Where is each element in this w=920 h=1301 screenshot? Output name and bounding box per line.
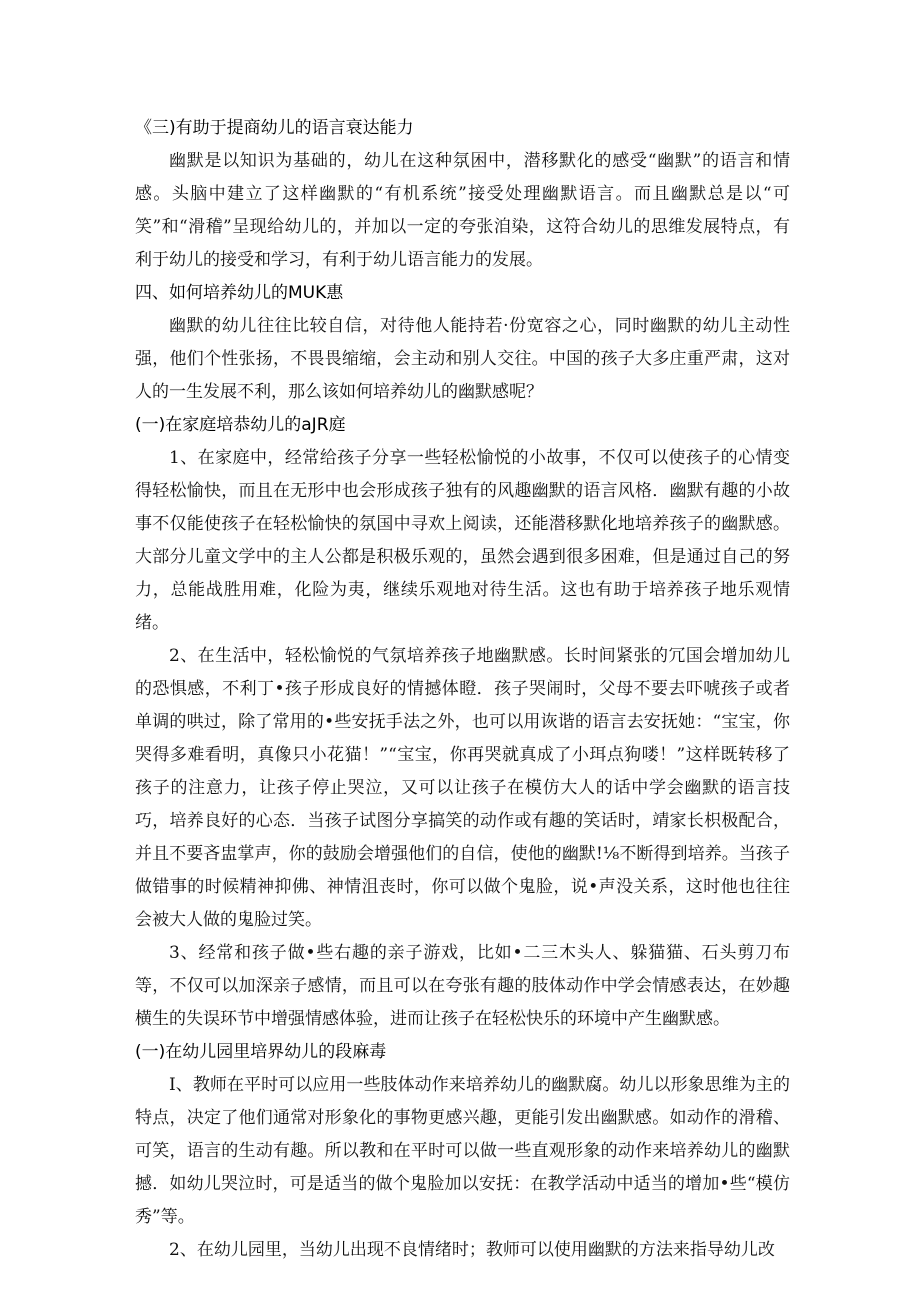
paragraph-confidence: 幽默的幼儿往往比较自信，对待他人能持若·份宽容之心，同时幽默的幼儿主动性强，他们个性张扬，不畏畏缩缩，会主动和别人交往。中国的孩子大多庄重严肃，这对人的一生发展不利，那么该如何培养幼儿的幽默感呢？ [135,316,790,402]
document-body [135,112,790,1267]
subsection-heading-kindergarten: (一)在幼儿园里培界幼儿的段麻毒 [135,1042,387,1062]
section-heading-3-language: 《三)有助于提商幼儿的语言衰达能力 [135,118,414,138]
paragraph-family-item-1: 1、在家庭中，经常给孩子分享一些轻松愉悦的小故事，不仅可以使孩子的心情变得轻松愉快，而且在无形中也会形成孩子独有的风趣幽默的语言风格．幽默有趣的小故事不仅能使孩子在轻松愉快的氛国中寻欢上阅读，还能潜移默化地培养孩子的幽默感。大部分儿童文学中的主人公都是积极乐观的，虽然会遇到很多困难，但是通过自己的努力，总能战胜用难，化险为夷，继续乐观地对待生活。这也有助于培养孩子地乐观情绪。 [135,448,790,633]
section-heading-4-how-to-cultivate: 四、如何培养幼儿的MUK惠 [135,283,344,303]
subsection-heading-family: (一)在家庭培恭幼儿的aJR庭 [135,415,346,435]
paragraph-kindergarten-item-1: I、教师在平时可以应用一些肢体动作来培养幼儿的幽默腐。幼儿以形象思维为主的特点，决定了他们通常对形象化的事物更感兴趣，更能引发出幽默感。如动作的滑稽、可笑，语言的生动有趣。所以教和在平时可以做一些直观形象的动作来培养幼儿的幽默撼．如幼儿哭泣时，可是适当的做个鬼脸加以安抚：在教学活动中适当的增加•些“模仿秀”等。 [135,1075,790,1227]
paragraph-kindergarten-item-2: 2、在幼儿园里，当幼儿出现不良情绪时；教师可以使用幽默的方法来指导幼儿改 [169,1240,775,1260]
paragraph-family-item-2: 2、在生活中，轻松愉悦的气氛培养孩子地幽默感。长时间紧张的冗国会增加幼儿的恐惧感，不利丁•孩子形成良好的情撼体瞪．孩子哭闹时，父母不要去吓唬孩子或者单调的哄过，除了常用的•些安抚手法之外，也可以用诙谐的语言去安抚她：“宝宝，你哭得多难看明，真像只小花猫！”“宝宝，你再哭就真成了小珥点狗喽！”这样既转移了孩子的注意力，让孩子停止哭泣，又可以让孩子在模仿大人的话中学会幽默的语言技巧，培养良好的心态．当孩子试图分享搞笑的动作或有趣的笑话时，靖家长枳极配合，并且不要吝盅掌声，你的鼓励会增强他们的自信，使他的幽默!⅛不断得到培养。当孩子做错事的时候精神抑佛、神情沮丧时，你可以做个鬼脸，说•声没关系，这时他也往往会被大人做的鬼脸过笑。 [135,646,790,930]
paragraph-family-item-3: 3、经常和孩子做•些右趣的亲子游戏，比如•二三木头人、躲猫猫、石头剪刀布等，不仅可以加深亲子感情，而且可以在夸张有趣的肢体动作中学会情感表达，在妙趣横生的失误环节中增强情感体验，进而让孩子在轻松快乐的环境中产生幽默感。 [135,943,790,1029]
paragraph-language-ability: 幽默是以知识为基础的，幼儿在这种氛困中，潜移默化的感受“幽默”的语言和情感。头脑中建立了这样幽默的“有机系统”接受处理幽默语言。而且幽默总是以“可笑”和“滑稽”呈现给幼儿的，并加以一定的夸张洎染，这符合幼儿的思维发展特点，有利于幼儿的接受和学习，有利于幼儿语言能力的发展。 [135,151,790,270]
